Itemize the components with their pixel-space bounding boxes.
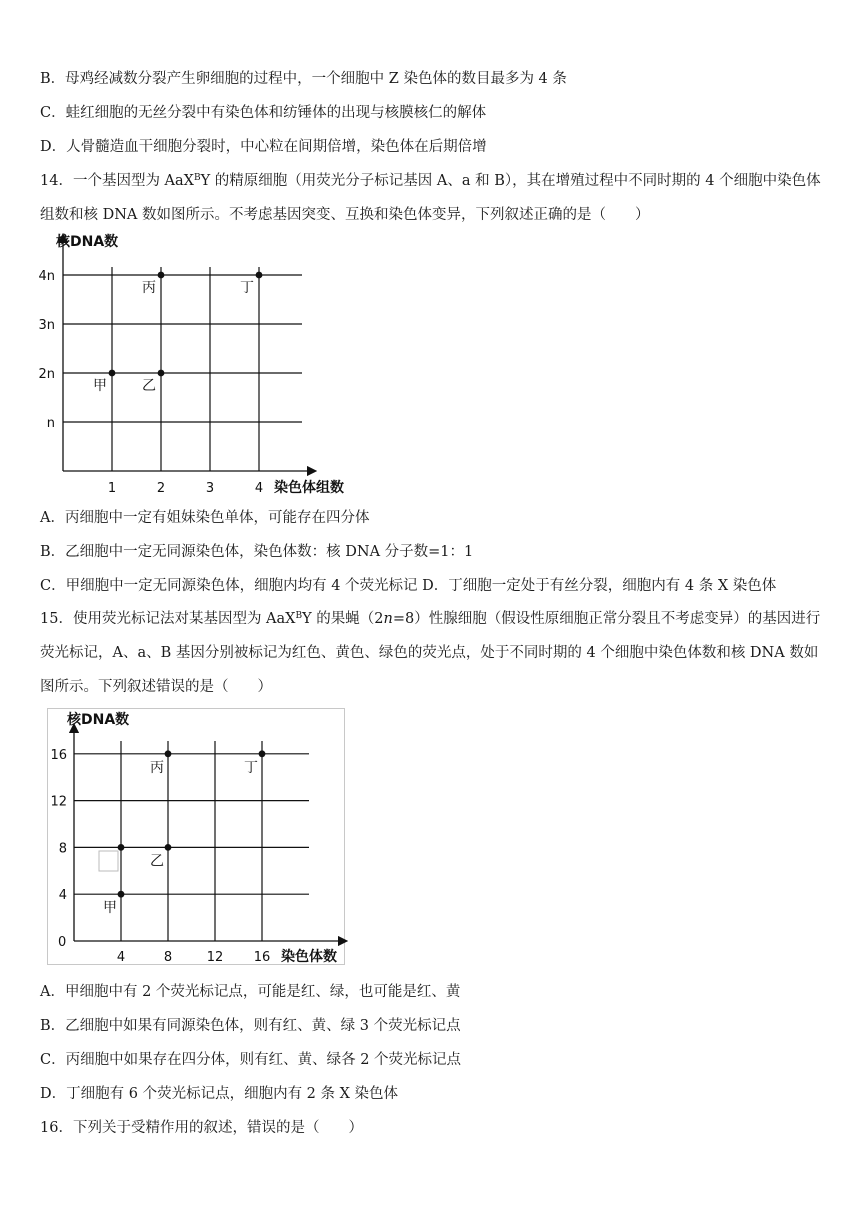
fig2-origin-label: 0 [58, 935, 67, 950]
q14-stem [40, 164, 825, 232]
q15-option-b: B．乙细胞中如果有同源染色体，则有红、黄、绿 3 个荧光标记点 [40, 1018, 461, 1034]
fig2-data-point [165, 750, 172, 757]
q15-option-d: D．丁细胞有 6 个荧光标记点，细胞内有 2 条 X 染色体 [40, 1086, 399, 1102]
q13-option-b: B．母鸡经减数分裂产生卵细胞的过程中，一个细胞中 Z 染色体的数目最多为 4 条 [40, 71, 567, 87]
fig1-y-tick-label: 4n [38, 269, 55, 284]
fig2-point-label: 甲 [103, 900, 117, 917]
fig1-y-axis-label: 核DNA数 [56, 234, 119, 250]
fig1-x-tick-label: 3 [205, 481, 215, 496]
fig2-data-point [118, 891, 125, 898]
fig1-point-label: 甲 [93, 378, 107, 394]
q14-option-b: B．乙细胞中一定无同源染色体，染色体数：核 DNA 分子数=1：1 [40, 544, 474, 560]
fig2-x-axis-label: 染色体数 [281, 949, 337, 965]
q15-stem-part-c: =8）性腺细胞（假设性原细胞正常分裂且不考虑变异）的基因进行荧光标记，A、a、B 基因分别被标记为红色、黄色、绿色的荧光点，处于不同时期的 4 个细胞中染色体数和核 DNA 数如图所示。下列叙述错误的是（ ） [40, 611, 821, 695]
q13-option-c: C．蛙红细胞的无丝分裂中有染色体和纺锤体的出现与核膜核仁的解体 [40, 105, 487, 121]
fig2-x-tick-label: 12 [206, 950, 224, 965]
fig2-blank-box [99, 851, 118, 871]
figure-1-chart [30, 230, 344, 500]
fig2-x-tick-label: 4 [116, 950, 126, 965]
fig1-point-label: 丁 [240, 280, 254, 296]
fig2-data-point [259, 750, 266, 757]
q14-stem-part-b: Y 的精原细胞（用荧光分子标记基因 A、a 和 B），其在增殖过程中不同时期的 4 个细胞中染色体组数和核 DNA 数如图所示。不考虑基因突变、互换和染色体变异，下列叙述正确的是（ ） [40, 173, 821, 223]
fig2-x-tick-label: 16 [253, 950, 271, 965]
q15-stem-part-b: Y 的果蝇（2 [302, 611, 384, 627]
fig1-x-axis-label: 染色体组数 [274, 480, 344, 496]
q14-option-a: A．丙细胞中一定有姐妹染色单体，可能存在四分体 [40, 510, 370, 526]
fig2-point-label: 丁 [244, 759, 258, 776]
fig1-y-tick-label: 2n [38, 367, 55, 382]
q15-stem-part-a: 15．使用荧光标记法对某基因型为 AaX [40, 611, 296, 627]
fig2-data-point-unlabeled [118, 844, 125, 851]
fig1-point-label: 乙 [142, 378, 156, 394]
fig2-y-axis-label: 核DNA数 [67, 712, 130, 728]
q15-superscript: B [295, 611, 303, 621]
q15-stem [40, 602, 825, 704]
fig2-point-label: 乙 [150, 853, 164, 870]
q14-superscript: B [194, 173, 201, 183]
fig2-x-tick-label: 8 [163, 950, 173, 965]
fig1-y-tick-label: 3n [38, 318, 55, 333]
fig2-data-point [165, 844, 172, 851]
fig2-y-tick-label: 8 [58, 841, 67, 857]
fig2-y-tick-label: 4 [58, 888, 67, 904]
fig2-y-tick-label: 16 [50, 747, 67, 763]
q14-stem-part-a: 14．一个基因型为 AaX [40, 173, 194, 189]
fig1-point-label: 丙 [142, 280, 156, 296]
figure-2-chart [47, 708, 347, 965]
q15-option-a: A．甲细胞中有 2 个荧光标记点，可能是红、绿，也可能是红、黄 [40, 984, 461, 1000]
fig1-x-tick-label: 4 [254, 481, 264, 496]
fig1-x-tick-label: 1 [107, 481, 117, 496]
fig1-data-point [109, 370, 116, 377]
fig2-y-tick-label: 12 [50, 794, 67, 810]
q16-stem: 16．下列关于受精作用的叙述，错误的是（ ） [40, 1120, 363, 1136]
fig1-x-tick-label: 2 [156, 481, 166, 496]
fig1-data-point [158, 272, 165, 279]
fig2-point-label: 丙 [150, 759, 164, 776]
q13-option-d: D．人骨髓造血干细胞分裂时，中心粒在间期倍增，染色体在后期倍增 [40, 139, 487, 155]
fig1-data-point [158, 370, 165, 377]
fig1-data-point [256, 272, 263, 279]
q15-option-c: C．丙细胞中如果存在四分体，则有红、黄、绿各 2 个荧光标记点 [40, 1052, 462, 1068]
q14-option-cd: C．甲细胞中一定无同源染色体，细胞内均有 4 个荧光标记 D．丁细胞一定处于有丝分裂，细胞内有 4 条 X 染色体 [40, 578, 777, 594]
fig1-y-tick-label: n [46, 416, 55, 431]
q15-italic-n: n [383, 611, 393, 627]
